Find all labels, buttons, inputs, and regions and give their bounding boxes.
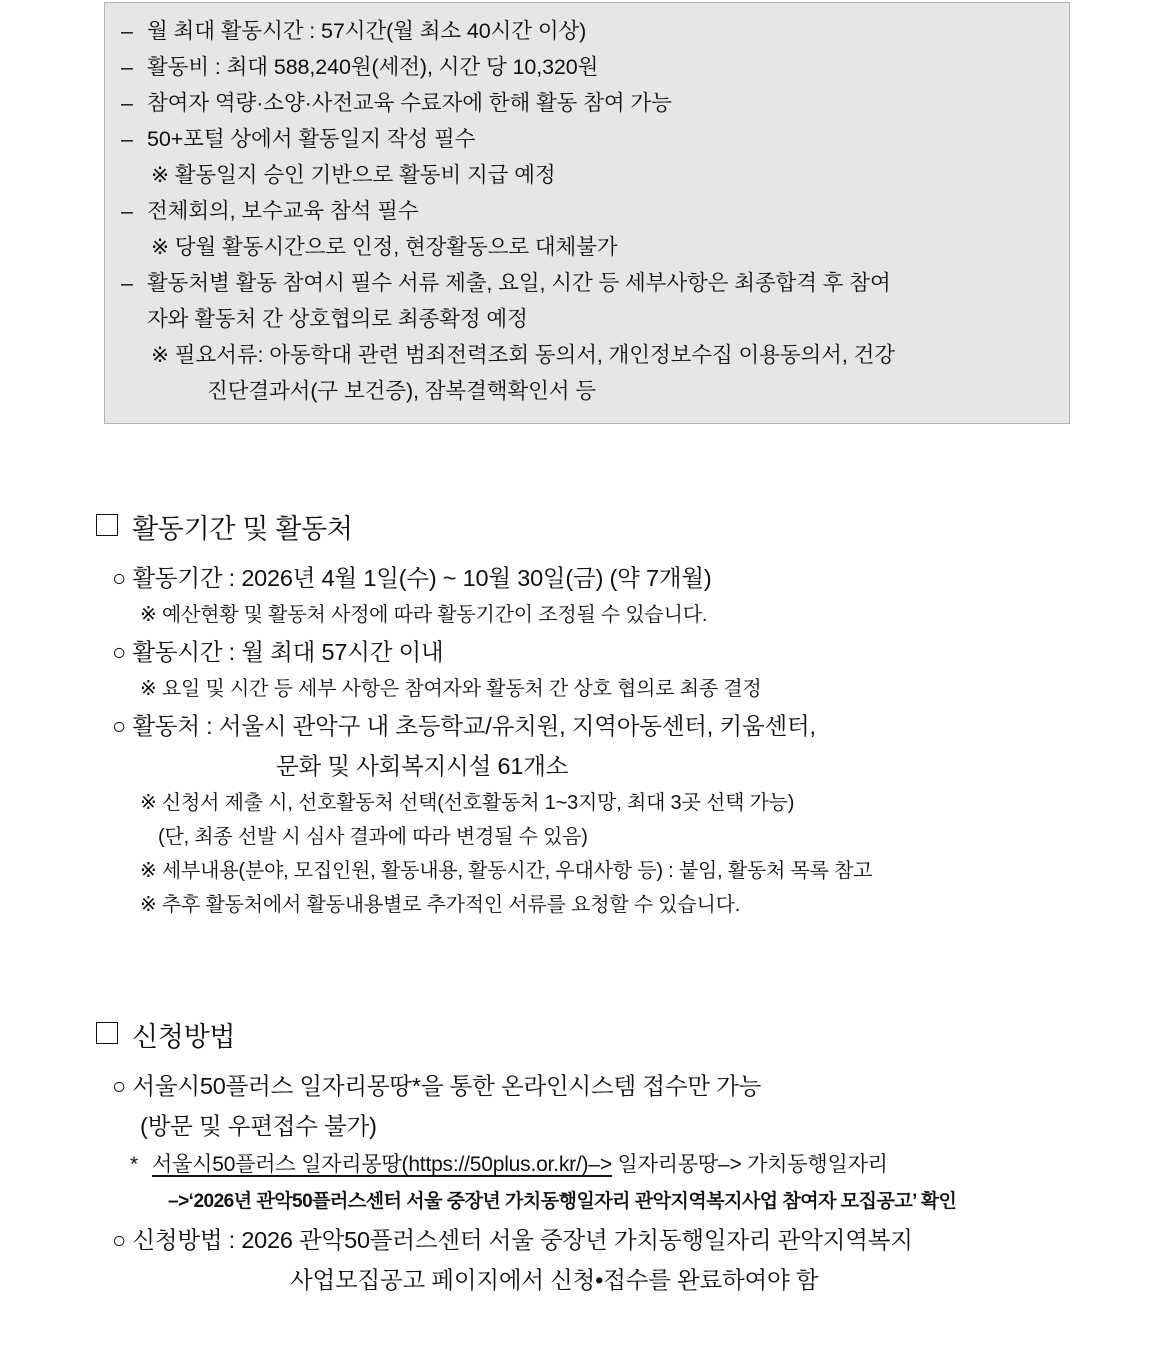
asterisk-marker: *	[130, 1153, 138, 1176]
notice-subnote-text-cont: 진단결과서(구 보건증), 잠복결핵확인서 등	[207, 379, 596, 403]
dash-marker: –	[121, 271, 133, 295]
item-activity-place-cont: 문화 및 사회복지시설 61개소	[276, 753, 569, 779]
note-place-detail: ※ 세부내용(분야, 모집인원, 활동내용, 활동시간, 우대사항 등) : 붙임, 활동처 목록 참고	[140, 860, 873, 882]
item-activity-hours: ○ 활동시간 : 월 최대 57시간 이내	[112, 639, 444, 665]
note-activity-hours: ※ 요일 및 시간 등 세부 사항은 참여자와 활동처 간 상호 협의로 최종 결정	[140, 678, 762, 700]
notice-item-text: 전체회의, 보수교육 참석 필수	[147, 199, 419, 223]
note-place-documents: ※ 추후 활동처에서 활동내용별로 추가적인 서류를 요청할 수 있습니다.	[140, 894, 741, 916]
item-activity-period: ○ 활동기간 : 2026년 4월 1일(수) ~ 10월 30일(금) (약 7개월)	[112, 565, 712, 591]
portal-link-text[interactable]: 서울시50플러스 일자리몽땅(https://50plus.or.kr/)–>	[152, 1153, 612, 1176]
item-online-apply-sub: (방문 및 우편접수 불가)	[140, 1113, 377, 1139]
notice-item-text: 참여자 역량·소양·사전교육 수료자에 한해 활동 참여 가능	[147, 91, 672, 115]
notice-item-text-cont: 자와 활동처 간 상호협의로 최종확정 예정	[147, 307, 528, 331]
dash-marker: –	[121, 19, 133, 43]
notice-item	[121, 121, 1053, 157]
section-apply-method	[0, 1020, 1170, 1300]
note-activity-period: ※ 예산현황 및 활동처 사정에 따라 활동기간이 조정될 수 있습니다.	[140, 604, 708, 626]
notice-item	[121, 265, 1053, 337]
section-activity-period	[0, 512, 1170, 922]
notice-item	[121, 49, 1053, 85]
section-title-text: 활동기간 및 활동처	[132, 514, 353, 544]
footnote-portal-link	[0, 1146, 1170, 1184]
notice-item-text: 활동비 : 최대 588,240원(세전), 시간 당 10,320원	[147, 55, 599, 79]
notice-subnote-text: ※ 필요서류: 아동학대 관련 범죄전력조회 동의서, 개인정보수집 이용동의서, 건강	[151, 343, 895, 367]
dash-marker: –	[121, 55, 133, 79]
notice-item	[121, 85, 1053, 121]
notice-item-text: 50+포털 상에서 활동일지 작성 필수	[147, 127, 476, 151]
notice-box	[104, 2, 1070, 424]
portal-path-text: 일자리몽땅–> 가치동행일자리	[617, 1153, 888, 1176]
item-apply-method-cont: 사업모집공고 페이지에서 신청•접수를 완료하여야 함	[290, 1267, 819, 1293]
notice-item-text: 활동처별 활동 참여시 필수 서류 제출, 요일, 시간 등 세부사항은 최종합격 후 참여	[147, 271, 891, 295]
notice-item	[121, 13, 1053, 49]
notice-list	[121, 13, 1053, 409]
notice-item	[121, 193, 1053, 229]
square-bullet-icon	[96, 1022, 118, 1044]
item-activity-place: ○ 활동처 : 서울시 관악구 내 초등학교/유치원, 지역아동센터, 키움센터,	[112, 713, 816, 739]
item-apply-method: ○ 신청방법 : 2026 관악50플러스센터 서울 중장년 가치동행일자리 관악지역복지	[112, 1227, 913, 1253]
note-place-preference-sub: (단, 최종 선발 시 심사 결과에 따라 변경될 수 있음)	[158, 826, 588, 848]
section-title	[0, 512, 1170, 546]
note-place-preference: ※ 신청서 제출 시, 선호활동처 선택(선호활동처 1~3지망, 최대 3곳 선택 가능)	[140, 792, 795, 814]
notice-subnote	[121, 337, 1053, 409]
dash-marker: –	[121, 199, 133, 223]
dash-marker: –	[121, 127, 133, 151]
notice-item-text: 월 최대 활동시간 : 57시간(월 최소 40시간 이상)	[147, 19, 587, 43]
notice-subnote: ※ 당월 활동시간으로 인정, 현장활동으로 대체불가	[151, 235, 618, 259]
section-title	[0, 1020, 1170, 1054]
square-bullet-icon	[96, 514, 118, 536]
item-online-apply: ○ 서울시50플러스 일자리몽땅*을 통한 온라인시스템 접수만 가능	[112, 1073, 762, 1099]
section-title-text: 신청방법	[132, 1022, 236, 1052]
dash-marker: –	[121, 91, 133, 115]
footnote-posting-path: –>‘2026년 관악50플러스센터 서울 중장년 가치동행일자리 관악지역복지사업 참여자 모집공고’ 확인	[168, 1191, 957, 1212]
notice-subnote: ※ 활동일지 승인 기반으로 활동비 지급 예정	[151, 163, 556, 187]
